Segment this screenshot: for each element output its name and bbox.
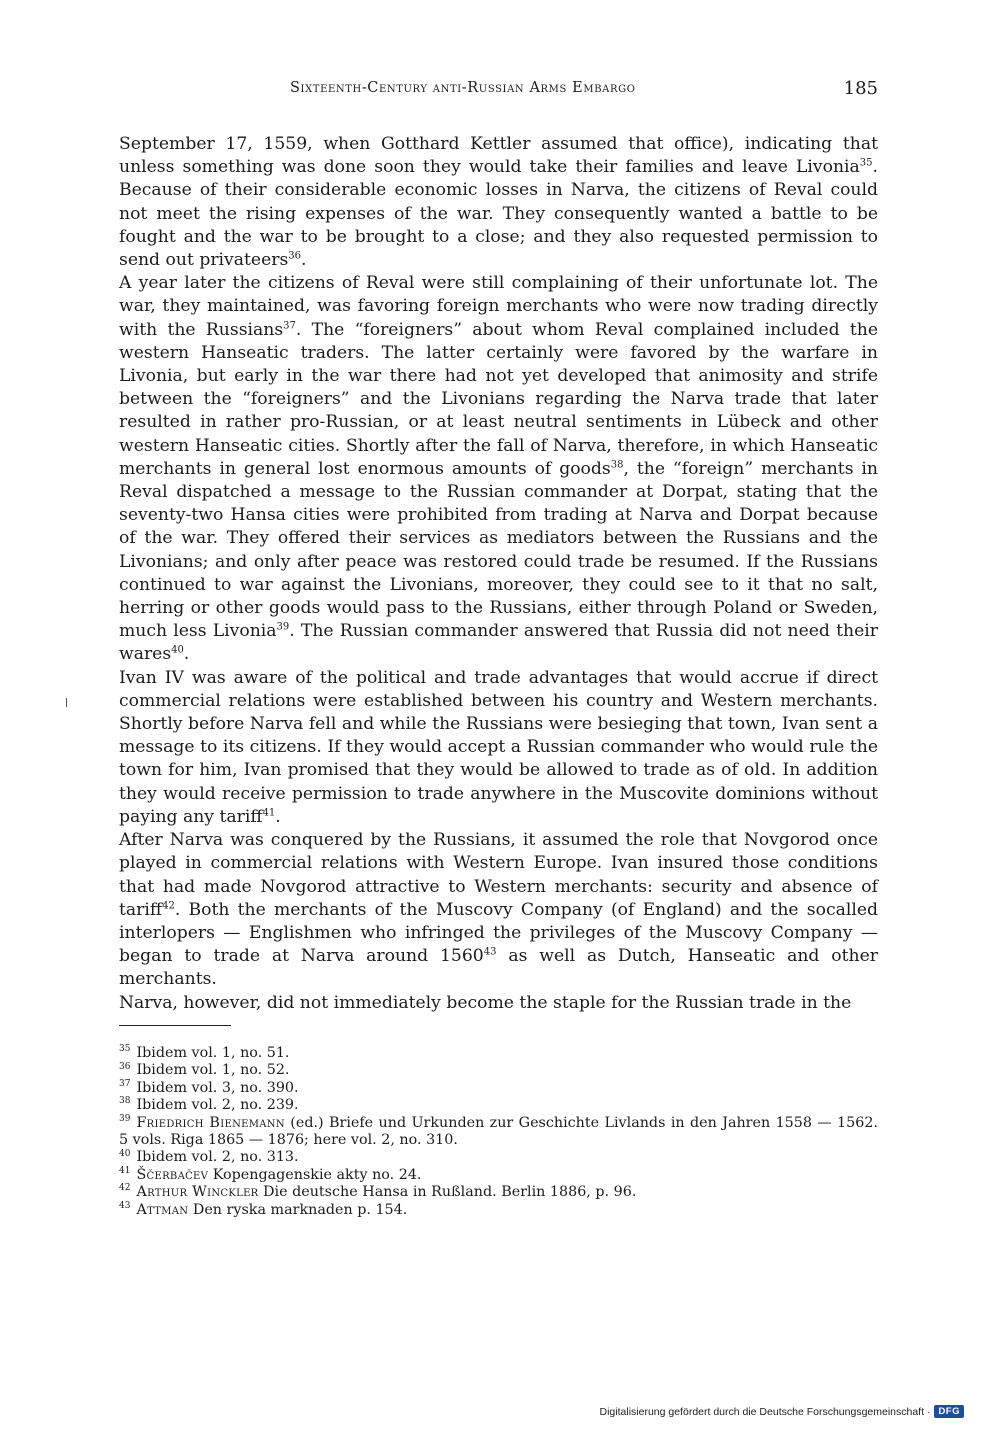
footnote-ref[interactable]: 38 bbox=[610, 459, 624, 471]
footnote-author: Friedrich Bienemann bbox=[136, 1114, 285, 1131]
text-run: . bbox=[183, 644, 190, 665]
digitization-credit bbox=[600, 1405, 964, 1418]
footnote bbox=[119, 1167, 878, 1184]
footnote-text: Die deutsche Hansa in Rußland. Berlin 1886, p. 96. bbox=[258, 1184, 637, 1201]
footnote-number: 43 bbox=[119, 1200, 131, 1211]
footnote-number: 41 bbox=[119, 1166, 131, 1177]
footnote-ref[interactable]: 35 bbox=[859, 157, 873, 169]
footnote-ref[interactable]: 40 bbox=[171, 644, 184, 656]
running-title: Sixteenth-Century anti-Russian Arms Embargo bbox=[290, 80, 636, 96]
footnote-number: 39 bbox=[119, 1113, 131, 1124]
footnote-text: Ibidem vol. 2, no. 239. bbox=[136, 1097, 299, 1114]
footnote-ref[interactable]: 37 bbox=[283, 319, 296, 331]
text-run: After Narva was conquered by the Russians, it assumed the role that Novgorod once played in commercial relations with Western Europe. Ivan insured those conditions that had made Novgorod attractive to Western merchants: security and absence of tariff bbox=[119, 830, 878, 920]
footnote bbox=[119, 1184, 878, 1201]
paragraph bbox=[119, 667, 878, 829]
footnote-number: 38 bbox=[119, 1096, 131, 1107]
footnote bbox=[119, 1062, 878, 1079]
text-run: . bbox=[275, 806, 281, 827]
footnote-text: Ibidem vol. 2, no. 313. bbox=[136, 1149, 299, 1166]
footnote-number: 36 bbox=[119, 1061, 131, 1072]
footnote bbox=[119, 1149, 878, 1166]
paragraph bbox=[119, 992, 878, 1015]
footnote-text: Kopengagenskie akty no. 24. bbox=[208, 1166, 422, 1183]
footnote bbox=[119, 1097, 878, 1114]
text-run: . The Russian commander answered that Russia did not need their wares bbox=[119, 621, 878, 665]
footnote-author: Attman bbox=[136, 1201, 189, 1218]
footnote-text: Ibidem vol. 1, no. 52. bbox=[136, 1062, 290, 1079]
footnote-text: Ibidem vol. 3, no. 390. bbox=[136, 1079, 299, 1096]
credit-text: Digitalisierung gefördert durch die Deutsche Forschungsgemeinschaft · bbox=[599, 1405, 931, 1418]
text-run: Ivan IV was aware of the political and trade advantages that would accrue if direct commercial relations were established between his country and Western merchants. Shortly before Narva fell and while the Russians were besieging that town, Ivan sent a message to its citizens. If they would accept a Russian commander who would rule the town for him, Ivan promised that they would be allowed to trade as of old. In addition they would receive permission to trade anywhere in the Muscovite dominions without paying any tariff bbox=[119, 667, 878, 827]
text-run: , the “foreign” merchants in Reval dispatched a message to the Russian commander at Dorpat, stating that the seventy-two Hansa cities were prohibited from trading at Narva and Dorpat because of the war. They offered their services as mediators between the Russians and the Livonians; and only after peace was restored could trade be resumed. If the Russians continued to war against the Livonians, moreover, they could see to it that no salt, herring or other goods would pass to the Russians, either through Poland or Sweden, much less Livonia bbox=[119, 458, 878, 642]
footnote-number: 40 bbox=[119, 1148, 131, 1159]
footnote bbox=[119, 1202, 878, 1219]
text-run: . The “foreigners” about whom Reval complained included the western Hanseatic traders. The latter certainly were favored by the warfare in Livonia, but early in the war there had not yet developed that animosity and strife between the “foreigners” and the Livonians regarding the Narva trade that later resulted in rather pro-Russian, or at least neutral sentiments in Lübeck and other western Hanseatic cities. Shortly after the fall of Narva, therefore, in which Hanseatic merchants in general lost enormous amounts of goods bbox=[119, 319, 879, 479]
text-run: as well as Dutch, Hanseatic and other merchants. bbox=[119, 946, 878, 990]
footnote-author: Arthur Winckler bbox=[136, 1184, 259, 1201]
margin-mark bbox=[66, 698, 67, 707]
footnote-number: 35 bbox=[119, 1044, 131, 1055]
text-run: . bbox=[301, 250, 307, 271]
body-text bbox=[119, 133, 878, 1015]
text-run: September 17, 1559, when Gotthard Kettler assumed that office), indicating that unless something was done soon they would take their families and leave Livonia bbox=[119, 134, 878, 178]
dfg-logo: DFG bbox=[934, 1405, 964, 1418]
footnote-ref[interactable]: 39 bbox=[276, 621, 290, 633]
footnote-ref[interactable]: 41 bbox=[262, 807, 276, 819]
running-head bbox=[120, 78, 880, 104]
text-run: . Because of their considerable economic losses in Narva, the citizens of Reval could not meet the rising expenses of the war. They consequently wanted a battle to be fought and the war to be brought to a close; and they also requested permission to send out privateers bbox=[119, 157, 878, 271]
footnote-number: 42 bbox=[119, 1183, 131, 1194]
page-number: 185 bbox=[843, 78, 878, 99]
footnote-ref[interactable]: 43 bbox=[483, 946, 497, 958]
footnote bbox=[119, 1080, 878, 1097]
text-run: A year later the citizens of Reval were still complaining of their unfortunate lot. The war, they maintained, was favoring foreign merchants who were now trading directly with the Russians bbox=[119, 273, 878, 340]
footnote-author: Ščerbačev bbox=[136, 1166, 209, 1183]
paragraph bbox=[119, 133, 878, 272]
footnote-text: Den ryska marknaden p. 154. bbox=[188, 1201, 408, 1218]
footnote-ref[interactable]: 42 bbox=[162, 899, 175, 911]
text-run: . Both the merchants of the Muscovy Company (of England) and the socalled interlopers — Englishmen who infringed the privileges of the Muscovy Company — began to trade at Narva around 1560 bbox=[119, 899, 878, 967]
footnote-number: 37 bbox=[119, 1079, 131, 1090]
footnote-rule bbox=[119, 1025, 231, 1026]
footnote-text: (ed.) Briefe und Urkunden zur Geschichte Livlands in den Jahren 1558 — 1562. 5 vols. Riga 1865 — 1876; here vol. 2, no. 310. bbox=[119, 1114, 878, 1149]
paragraph bbox=[119, 829, 878, 991]
paragraph bbox=[119, 272, 878, 666]
footnote-text: Ibidem vol. 1, no. 51. bbox=[136, 1045, 290, 1061]
footnote bbox=[119, 1115, 878, 1150]
text-run: Narva, however, did not immediately become the staple for the Russian trade in the bbox=[119, 992, 852, 1013]
footnotes bbox=[119, 1045, 878, 1219]
footnote-ref[interactable]: 36 bbox=[288, 250, 302, 262]
footnote bbox=[119, 1045, 878, 1062]
